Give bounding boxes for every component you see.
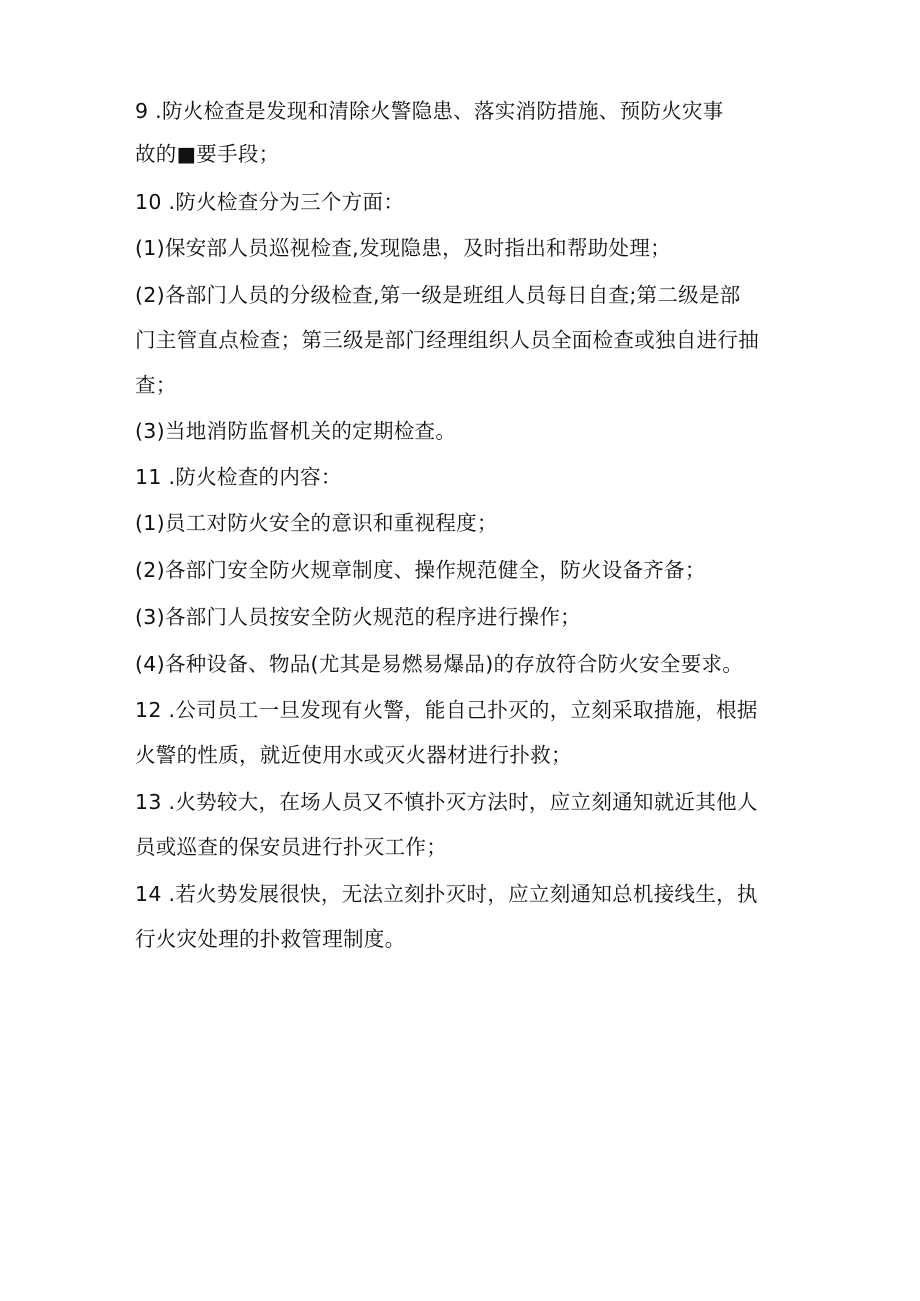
text-line: 行火灾处理的扑救管理制度。 [135,927,406,951]
text-line: 员或巡查的保安员进行扑灭工作； [135,835,447,859]
text-line: 9 .防火检查是发现和清除火警隐患、落实消防措施、预防火灾事 [135,99,724,123]
text-line: (2)各部门人员的分级检查,第一级是班组人员每日自查;第二级是部 [135,283,741,307]
text-line: (3)当地消防监督机关的定期检查。 [135,419,457,443]
text-line: 火警的性质，就近使用水或灭火器材进行扑救； [135,743,572,767]
text-line: (1)员工对防火安全的意识和重视程度； [135,511,498,535]
text-line: (1)保安部人员巡视检查,发现隐患，及时指出和帮助处理； [135,236,671,260]
text-line: (3)各部门人员按安全防火规范的程序进行操作； [135,605,581,629]
document-body [135,96,795,955]
text-line: 11 .防火检查的内容： [135,465,342,489]
text-line: (2)各部门安全防火规章制度、操作规范健全，防火设备齐备； [135,558,706,582]
text-line: 10 .防火检查分为三个方面： [135,190,405,214]
text-line: 查； [135,373,177,397]
text-line: 14 .若火势发展很快，无法立刻扑灭时，应立刻通知总机接线生，执 [135,882,758,906]
text-line: 13 .火势较大，在场人员又不慎扑灭方法时，应立刻通知就近其他人 [135,790,758,814]
text-line: (4)各种设备、物品(尤其是易燃易爆品)的存放符合防火安全要求。 [135,652,744,676]
text-line: 门主管直点检查；第三级是部门经理组织人员全面检查或独自进行抽 [135,328,759,352]
text-line: 故的■要手段； [135,142,280,166]
text-line: 12 .公司员工一旦发现有火警，能自己扑灭的，立刻采取措施，根据 [135,698,758,722]
